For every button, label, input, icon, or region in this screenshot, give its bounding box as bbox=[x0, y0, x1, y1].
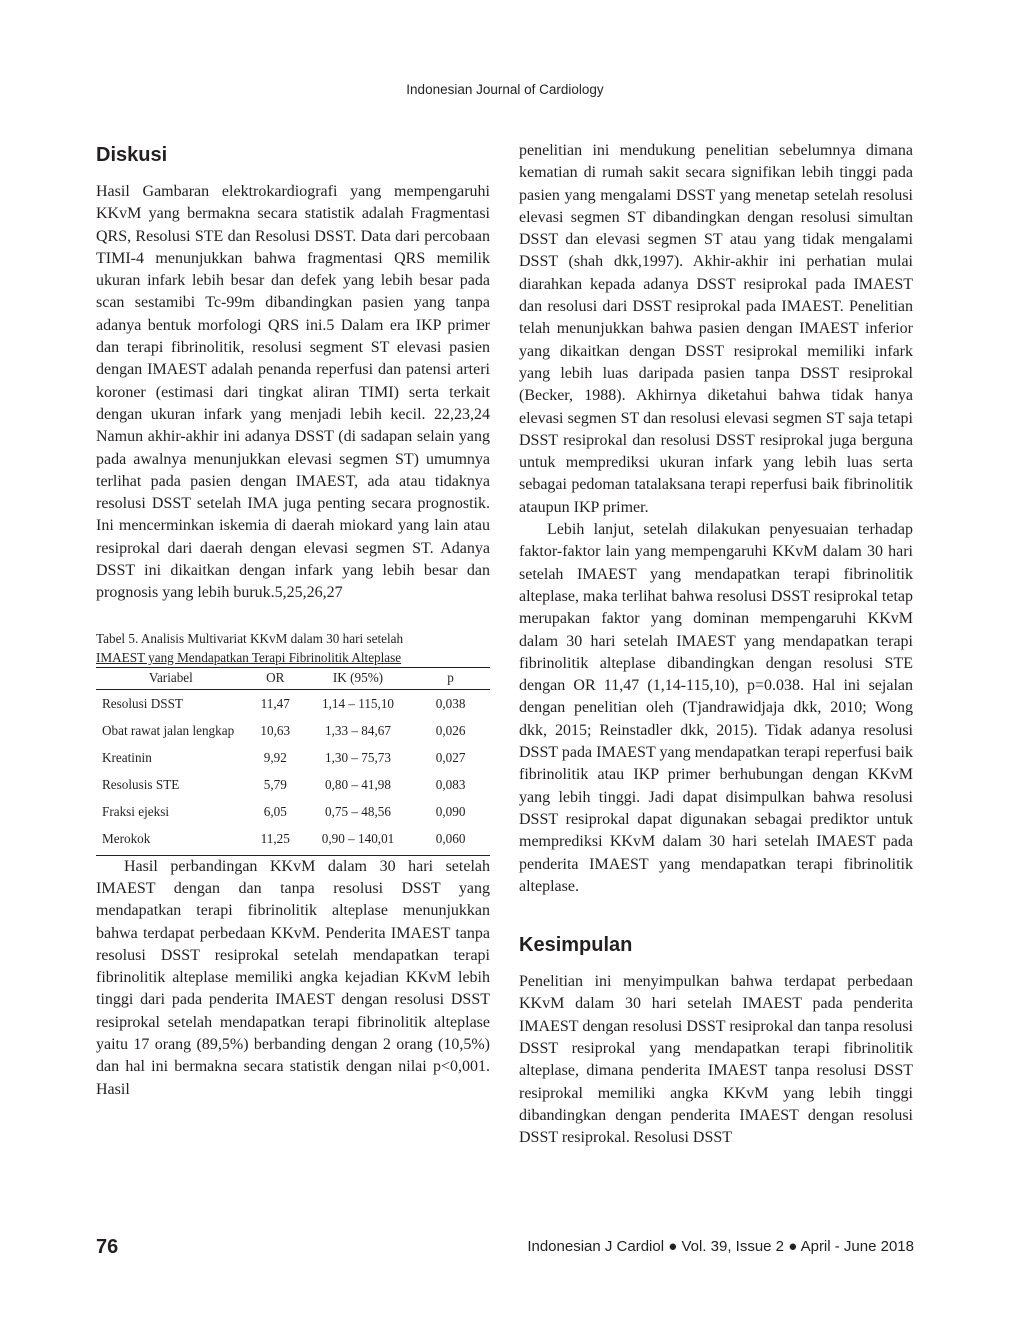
cell-variable: Kreatinin bbox=[102, 749, 152, 765]
header-variabel: Variabel bbox=[96, 667, 246, 689]
section-heading-diskusi: Diskusi bbox=[96, 144, 168, 166]
table-row bbox=[96, 798, 490, 825]
cell-p: 0,090 bbox=[435, 803, 466, 819]
cell-variable: Resolusi DSST bbox=[102, 695, 183, 711]
cell-variable: Merokok bbox=[96, 825, 246, 856]
cell-or: 5,79 bbox=[263, 776, 287, 792]
right-column bbox=[519, 140, 913, 1149]
page-number: 76 bbox=[96, 1236, 119, 1258]
kesimpulan-paragraph: Penelitian ini menyimpulkan bahwa terdapat perbedaan KKvM dalam 30 hari setelah IMAEST pada penderita IMAEST dengan resolusi DSST resiprokal dan tanpa resolusi DSST resiprokal yang mendapatkan terapi fibrinolitik alteplase, dimana penderita IMAEST tanpa resolusi DSST resiprokal memiliki angka KKvM yang lebih tinggi dibandingkan dengan penderita IMAEST dengan resolusi DSST resiprokal. Resolusi DSST bbox=[519, 973, 913, 1147]
cell-variable: Obat rawat jalan lengkap bbox=[102, 722, 235, 738]
cell-ci: 0,75 – 48,56 bbox=[325, 803, 391, 819]
table-5 bbox=[96, 629, 490, 856]
cell-ci: 0,90 – 140,01 bbox=[305, 825, 411, 856]
table-header-row bbox=[96, 667, 490, 689]
cell-ci: 1,14 – 115,10 bbox=[321, 695, 395, 711]
cell-p: 0,026 bbox=[435, 722, 466, 738]
diskusi-paragraph-3: penelitian ini mendukung penelitian sebelumnya dimana kematian di rumah sakit secara signifikan lebih tinggi pada pasien yang mengalami DSST yang menetap setelah resolusi elevasi segmen ST dibandingkan dengan resolusi simultan DSST dan elevasi segmen ST atau yang tidak mengalami DSST (shah dkk,1997). Akhir-akhir ini perhatian mulai diarahkan kepada adanya DSST resiprokal pada IMAEST dan resolusi dari DSST resiprokal pada IMAEST. Penelitian telah menunjukkan bahwa pasien dengan IMAEST inferior yang dikaitkan dengan DSST resiprokal memiliki infark yang lebih luas daripada pasien tanpa DSST resiprokal (Becker, 1988). Akhirnya diketahui bahwa tidak hanya elevasi segmen ST dan resolusi elevasi segmen ST saja tetapi DSST resiprokal dan resolusi DSST resiprokal juga berguna untuk memprediksi ukuran infark yang lebih luas serta sebagai pedoman tatalaksana terapi reperfusi baik fibrinolitik ataupun IKP primer. bbox=[519, 142, 913, 516]
header-or: OR bbox=[246, 667, 305, 689]
table-caption-line-1: Tabel 5. Analisis Multivariat KKvM dalam 30 hari setelah bbox=[96, 630, 404, 646]
cell-p: 0,027 bbox=[435, 749, 466, 765]
table-row bbox=[96, 717, 490, 744]
diskusi-paragraph-1: Hasil Gambaran elektrokardiografi yang mempengaruhi KKvM yang bermakna secara statistik adalah Fragmentasi QRS, Resolusi STE dan Resolusi DSST. Data dari percobaan TIMI-4 menunjukkan bahwa fragmentasi QRS memilik ukuran infark lebih besar dan defek yang lebih besar pada scan sestamibi Tc-99m dibandingkan pasien yang tanpa adanya bentuk morfologi QRS ini.5 Dalam era IKP primer dan terapi fibrinolitik, resolusi segment ST elevasi pasien dengan IMAEST adalah penanda reperfusi dan patensi arteri koroner (estimasi dari tingkat aliran TIMI) serta terkait dengan ukuran infark yang menjadi lebih kecil. 22,23,24 Namun akhir-akhir ini adanya DSST (di sadapan selain yang pada awalnya menunjukkan elevasi segmen ST) umumnya terlihat pada pasien dengan IMAEST, ada atau tidaknya resolusi DSST setelah IMA juga penting secara prognostik. Ini mencerminkan iskemia di daerah miokard yang lain atau resiprokal dari daerah dengan elevasi segmen ST. Adanya DSST ini dikaitkan dengan infark yang lebih besar dan prognosis yang lebih buruk.5,25,26,27 bbox=[96, 183, 490, 602]
cell-p: 0,083 bbox=[435, 776, 466, 792]
running-header: Indonesian Journal of Cardiology bbox=[406, 82, 604, 97]
cell-or: 9,92 bbox=[263, 749, 287, 765]
cell-p: 0,060 bbox=[411, 825, 490, 856]
cell-ci: 1,30 – 75,73 bbox=[325, 749, 391, 765]
cell-or: 10,63 bbox=[260, 722, 291, 738]
left-column bbox=[96, 140, 490, 1101]
cell-ci: 0,80 – 41,98 bbox=[325, 776, 391, 792]
table-caption-line-2: IMAEST yang Mendapatkan Terapi Fibrinolitik Alteplase bbox=[96, 649, 402, 665]
table-row bbox=[96, 689, 490, 717]
cell-variable: Fraksi ejeksi bbox=[102, 803, 170, 819]
section-heading-kesimpulan: Kesimpulan bbox=[519, 934, 633, 957]
diskusi-paragraph-2: Hasil perbandingan KKvM dalam 30 hari setelah IMAEST dengan dan tanpa resolusi DSST yang mendapatkan terapi fibrinolitik alteplase menunjukkan bahwa terdapat perbedaan KKvM. Penderita IMAEST tanpa resolusi DSST resiprokal setelah mendapatkan terapi fibrinolitik alteplase memiliki angka kejadian KKvM lebih tinggi dari pada penderita IMAEST dengan resolusi DSST resiprokal setelah mendapatkan terapi fibrinolitik alteplase yaitu 17 orang (89,5%) berbanding dengan 2 orang (10,5%) dan hal ini bermakna secara statistik dengan nilai p<0,001. Hasil bbox=[96, 857, 490, 1098]
table-body bbox=[96, 689, 490, 855]
footer-citation: Indonesian J Cardiol ● Vol. 39, Issue 2 ● April - June 2018 bbox=[527, 1238, 914, 1255]
cell-variable: Resolusis STE bbox=[102, 776, 180, 792]
table-row bbox=[96, 771, 490, 798]
header-p: p bbox=[411, 667, 490, 689]
table-row bbox=[96, 825, 490, 856]
cell-p: 0,038 bbox=[435, 695, 466, 711]
cell-or: 11,25 bbox=[246, 825, 305, 856]
cell-ci: 1,33 – 84,67 bbox=[325, 722, 391, 738]
table-caption bbox=[96, 629, 490, 667]
header-ik: IK (95%) bbox=[305, 667, 411, 689]
cell-or: 6,05 bbox=[263, 803, 287, 819]
diskusi-paragraph-4: Lebih lanjut, setelah dilakukan penyesuaian terhadap faktor-faktor lain yang mempengaruhi KKvM dalam 30 hari setelah IMAEST yang mendapatkan terapi fibrinolitik alteplase, maka terlihat bahwa resolusi DSST resiprokal tetap merupakan faktor yang dominan mempengaruhi KKvM dalam 30 hari setelah IMAEST yang mendapatkan terapi fibrinolitik alteplase dibandingkan dengan resolusi STE dengan OR 11,47 (1,14-115,10), p=0.038. Hal ini sejalan dengan penelitian oleh (Tjandrawidjaja dkk, 2010; Wong dkk, 2015; Reinstadler dkk, 2015). Tidak adanya resolusi DSST pada IMAEST yang mendapatkan terapi reperfusi baik fibrinolitik atau IKP primer berhubungan dengan KKvM yang lebih tinggi. Jadi dapat disimpulkan bahwa resolusi DSST resiprokal dapat digunakan sebagai prediktor untuk memprediksi KKvM dalam 30 hari setelah IMAEST pada penderita IMAEST yang mendapatkan terapi fibrinolitik alteplase. bbox=[519, 521, 913, 895]
table-row bbox=[96, 744, 490, 771]
cell-or: 11,47 bbox=[260, 695, 290, 711]
multivariate-table bbox=[96, 667, 490, 856]
